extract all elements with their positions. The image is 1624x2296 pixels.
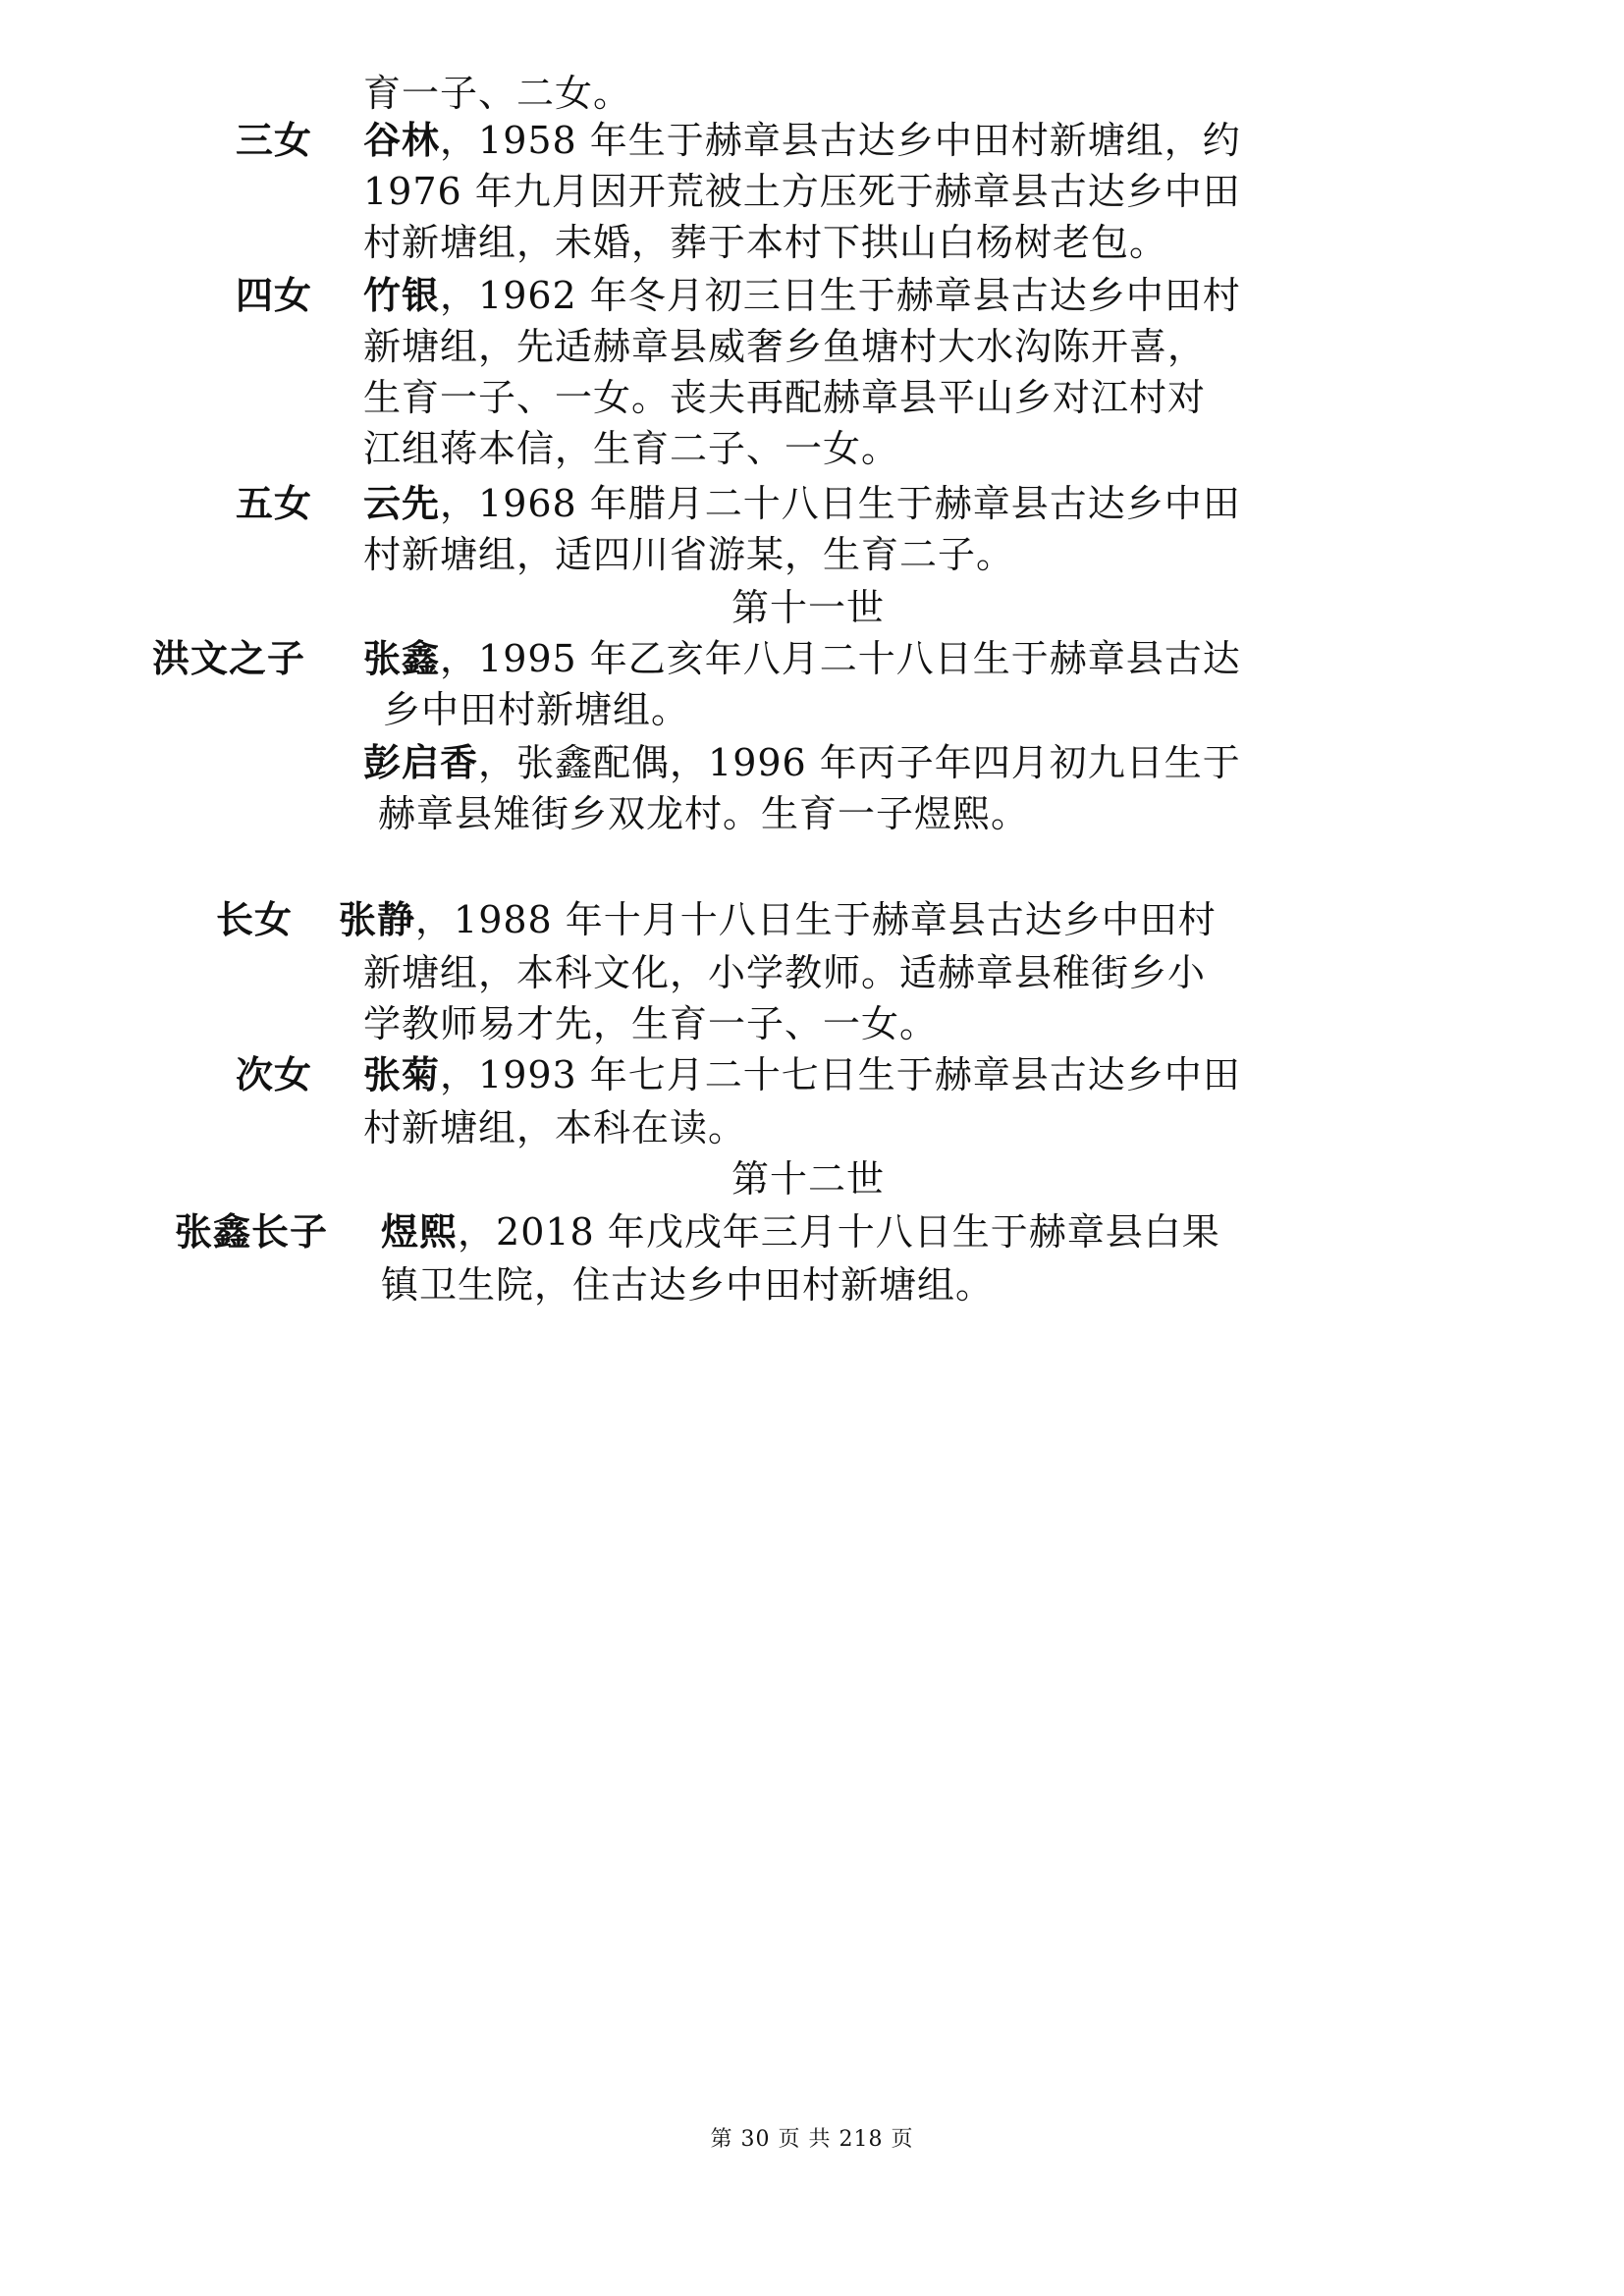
entry-label: 三女	[236, 118, 313, 162]
entry-line: 新塘组，本科文化，小学教师。适赫章县稚街乡小	[363, 951, 1207, 994]
entry-line: 乡中田村新塘组。	[383, 688, 690, 731]
entry-text: ，1988 年十月十八日生于赫章县古达乡中田村	[415, 898, 1217, 941]
entry-line: 江组蒋本信，生育二子、一女。	[363, 427, 900, 470]
entry-name: 云先	[363, 481, 441, 525]
generation-heading: 第十一世	[731, 586, 886, 629]
entry-line: 赫章县雉街乡双龙村。生育一子煜熙。	[378, 792, 1030, 835]
entry-name: 谷林	[363, 118, 441, 162]
entry-line	[381, 1207, 1220, 1256]
generation-heading: 第十二世	[731, 1157, 886, 1201]
entry-text: ，1962 年冬月初三日生于赫章县古达乡中田村	[440, 274, 1241, 317]
entry-name: 煜熙	[381, 1209, 459, 1254]
entry-text: ，1958 年生于赫章县古达乡中田村新塘组，约	[440, 119, 1241, 162]
entry-line: 生育一子、一女。丧夫再配赫章县平山乡对江村对	[363, 376, 1207, 419]
entry-line: 镇卫生院，住古达乡中田村新塘组。	[381, 1263, 995, 1307]
entry-line: 新塘组，先适赫章县威奢乡鱼塘村大水沟陈开喜，	[363, 325, 1207, 368]
entry-line	[363, 634, 1241, 683]
entry-text: ，1995 年乙亥年八月二十八日生于赫章县古达	[440, 637, 1241, 680]
entry-text: ，1968 年腊月二十八日生于赫章县古达乡中田	[440, 482, 1241, 525]
entry-label: 洪文之子	[152, 636, 306, 680]
continuation-text: 育一子、二女。	[363, 72, 632, 115]
entry-text: ，张鑫配偶，1996 年丙子年四月初九日生于	[478, 741, 1241, 784]
entry-label: 长女	[216, 897, 294, 941]
entry-line: 1976 年九月因开荒被土方压死于赫章县古达乡中田	[363, 170, 1241, 213]
entry-line	[363, 479, 1241, 528]
entry-line: 村新塘组，适四川省游某，生育二子。	[363, 533, 1015, 576]
entry-line	[363, 271, 1241, 320]
entry-text: ，2018 年戊戌年三月十八日生于赫章县白果	[458, 1210, 1220, 1254]
entry-label: 四女	[236, 273, 313, 317]
entry-line	[363, 1050, 1241, 1099]
entry-line: 村新塘组，本科在读。	[363, 1106, 747, 1149]
entry-name: 彭启香	[363, 740, 479, 784]
entry-line: 村新塘组，未婚，葬于本村下拱山白杨树老包。	[363, 221, 1168, 264]
page-footer: 第 30 页 共 218 页	[710, 2127, 914, 2152]
entry-line: 学教师易才先，生育一子、一女。	[363, 1002, 939, 1045]
entry-label: 次女	[236, 1052, 313, 1096]
entry-text: ，1993 年七月二十七日生于赫章县古达乡中田	[440, 1053, 1241, 1096]
entry-name: 竹银	[363, 273, 441, 317]
entry-label: 五女	[236, 481, 313, 525]
entry-name: 张菊	[363, 1052, 441, 1096]
entry-line	[363, 116, 1241, 165]
entry-name: 张静	[339, 897, 416, 941]
entry-line	[339, 895, 1217, 944]
entry-line	[363, 738, 1241, 787]
entry-name: 张鑫	[363, 636, 441, 680]
entry-label: 张鑫长子	[175, 1209, 329, 1254]
